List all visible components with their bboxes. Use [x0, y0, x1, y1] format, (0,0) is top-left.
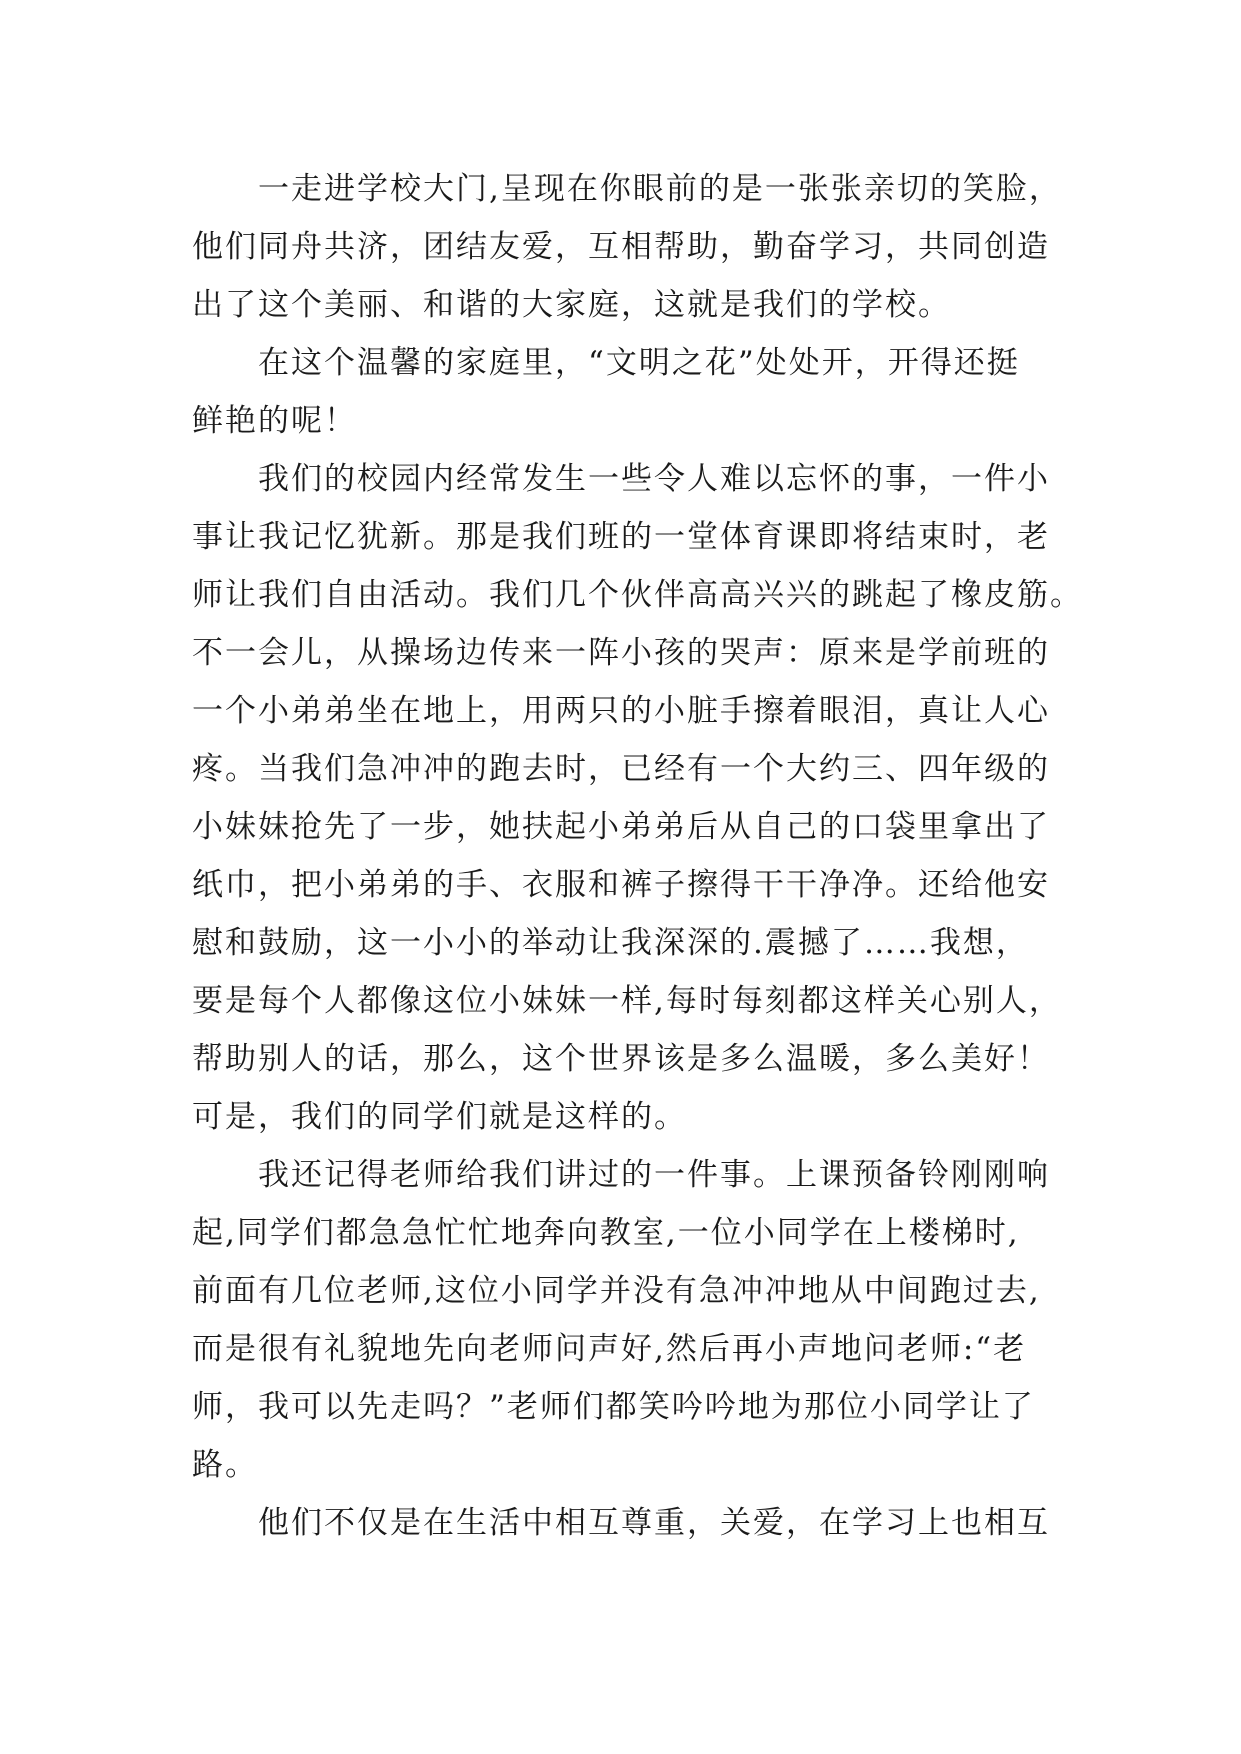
text-line: 前面有几位老师,这位小同学并没有急冲冲地从中间跑过去, [192, 1273, 1041, 1309]
document-body [192, 160, 1083, 1552]
text-line: 鲜艳的呢！ [192, 403, 357, 439]
text-line: 我们的校园内经常发生一些令人难以忘怀的事，一件小 [258, 461, 1050, 497]
text-line: 路。 [192, 1447, 258, 1483]
text-line: 师，我可以先走吗？”老师们都笑吟吟地为那位小同学让了 [192, 1389, 1035, 1425]
paragraph-3 [192, 450, 1083, 1146]
text-line: 帮助别人的话，那么，这个世界该是多么温暖，多么美好！ [192, 1041, 1050, 1077]
text-line: 一个小弟弟坐在地上，用两只的小脏手擦着眼泪，真让人心 [192, 693, 1050, 729]
text-line: 出了这个美丽、和谐的大家庭，这就是我们的学校。 [192, 287, 951, 323]
text-line: 师让我们自由活动。我们几个伙伴高高兴兴的跳起了橡皮筋。 [192, 577, 1083, 613]
text-line: 可是，我们的同学们就是这样的。 [192, 1099, 687, 1135]
text-line: 他们同舟共济，团结友爱，互相帮助，勤奋学习，共同创造 [192, 229, 1050, 265]
text-line: 疼。当我们急冲冲的跑去时，已经有一个大约三、四年级的 [192, 751, 1050, 787]
text-line: 纸巾，把小弟弟的手、衣服和裤子擦得干干净净。还给他安 [192, 867, 1050, 903]
paragraph-4 [192, 1146, 1072, 1494]
paragraph-1 [192, 160, 1072, 334]
text-line: 要是每个人都像这位小妹妹一样,每时每刻都这样关心别人， [192, 983, 1062, 1019]
text-line: 而是很有礼貌地先向老师问声好,然后再小声地问老师:“老 [192, 1331, 1027, 1367]
text-line: 事让我记忆犹新。那是我们班的一堂体育课即将结束时，老 [192, 519, 1050, 555]
paragraph-2 [192, 334, 1072, 450]
text-line: 起,同学们都急急忙忙地奔向教室,一位小同学在上楼梯时, [192, 1215, 1020, 1251]
text-line: 我还记得老师给我们讲过的一件事。上课预备铃刚刚响 [258, 1157, 1050, 1193]
text-line: 小妹妹抢先了一步，她扶起小弟弟后从自己的口袋里拿出了 [192, 809, 1050, 845]
text-line: 慰和鼓励，这一小小的举动让我深深的.震撼了……我想， [192, 925, 1029, 961]
text-line: 不一会儿，从操场边传来一阵小孩的哭声：原来是学前班的 [192, 635, 1050, 671]
paragraph-5 [192, 1494, 1072, 1552]
text-line: 在这个温馨的家庭里，“文明之花”处处开，开得还挺 [258, 345, 1020, 381]
text-line: 一走进学校大门,呈现在你眼前的是一张张亲切的笑脸， [258, 171, 1062, 207]
text-line: 他们不仅是在生活中相互尊重，关爱，在学习上也相互 [258, 1505, 1050, 1541]
